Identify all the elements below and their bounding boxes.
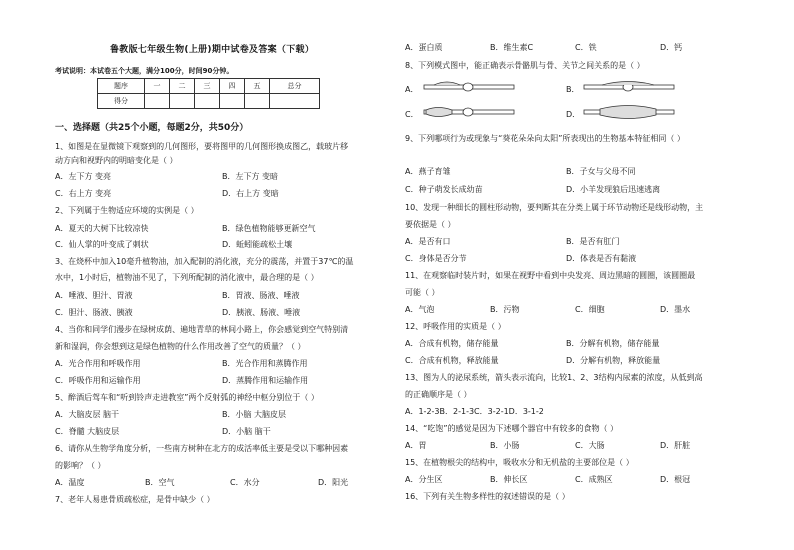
- option-d[interactable]: D．肝脏: [660, 441, 691, 450]
- option-c[interactable]: C．身体是否分节: [405, 254, 467, 263]
- question-text: 8、下列模式图中，能正确表示骨骼肌与骨、关节之间关系的是（ ）: [405, 61, 645, 70]
- option-b[interactable]: B．是否有肛门: [566, 237, 620, 246]
- option-c[interactable]: C．合成有机物，释放能量: [405, 356, 499, 365]
- option-a[interactable]: A．: [405, 85, 419, 94]
- muscle-bone-diagram-d: [582, 105, 677, 119]
- question-text: 4、当你和同学们漫步在绿树成荫、遍地青草的林间小路上，你会感觉到空气特别清: [55, 325, 349, 334]
- exam-note: 考试说明：本试卷五个大题，满分100分，时间90分钟。: [55, 67, 234, 75]
- score-table-header: [98, 79, 320, 94]
- option-a[interactable]: A．合成有机物，储存能量: [405, 339, 499, 348]
- question-text: 11、在观察临时装片时，如果在视野中看到中央发亮、周边黑暗的圆圈，该圆圈最: [405, 271, 696, 280]
- muscle-bone-diagram-c: [422, 105, 517, 119]
- option-a[interactable]: A．蛋白质: [405, 43, 443, 52]
- muscle-bone-diagram-b: [582, 80, 677, 94]
- question-text: 水中，1小时后，植物油不见了，下列所配制的消化液中，最合理的是（ ）: [55, 273, 319, 282]
- option-a[interactable]: A．气泡: [405, 305, 435, 314]
- question-text: 9、下列哪项行为或现象与“葵花朵朵向太阳”所表现出的生物基本特征相同（ ）: [405, 134, 685, 143]
- score-cell[interactable]: [270, 94, 320, 109]
- score-row-label: 得分: [98, 94, 145, 109]
- question-text: 的正确顺序是（ ）: [405, 390, 472, 399]
- score-header-cell: 题序: [98, 79, 145, 94]
- option-b[interactable]: B．左下方 变暗: [222, 172, 279, 181]
- score-table-row: [98, 94, 320, 109]
- question-text: 动方向和视野内的明暗变化是（ ）: [55, 156, 178, 165]
- option-b[interactable]: B．小脑 大脑皮层: [222, 410, 287, 419]
- option-c[interactable]: C．种子萌发长成幼苗: [405, 185, 483, 194]
- option-c[interactable]: C．大肠: [575, 441, 605, 450]
- option-d[interactable]: D．分解有机物，释放能量: [566, 356, 661, 365]
- option-d[interactable]: D．钙: [660, 43, 683, 52]
- question-text: 要依据是（ ）: [405, 220, 456, 229]
- option-b[interactable]: B．小肠: [490, 441, 520, 450]
- option-c[interactable]: C．脊髓 大脑皮层: [55, 427, 120, 436]
- score-cell[interactable]: [220, 94, 245, 109]
- option-a[interactable]: A．夏天的大树下比较凉快: [55, 224, 149, 233]
- option-a[interactable]: A．光合作用和呼吸作用: [55, 359, 141, 368]
- score-cell[interactable]: [195, 94, 220, 109]
- question-text: 3、在烧杯中加入10毫升植物油，加入配制的消化液，充分的震荡，并置于37℃的温: [55, 257, 354, 266]
- option-a[interactable]: A．分生区: [405, 475, 443, 484]
- option-d[interactable]: D．蚯蚓能疏松土壤: [222, 240, 293, 249]
- score-header-cell: 总分: [270, 79, 320, 94]
- option-b[interactable]: B．空气: [145, 478, 175, 487]
- option-c[interactable]: C．胆汁、肠液、胰液: [55, 308, 133, 317]
- option-d[interactable]: D．小脑 脑干: [222, 427, 271, 436]
- question-text: 15、在植物根尖的结构中，吸收水分和无机盐的主要部位是（ ）: [405, 458, 634, 467]
- option-c[interactable]: C．仙人掌的叶变成了刺状: [55, 240, 149, 249]
- question-text: 可能（ ）: [405, 288, 440, 297]
- score-header-cell: 三: [195, 79, 220, 94]
- option-c[interactable]: C．水分: [230, 478, 260, 487]
- option-d[interactable]: D．墨水: [660, 305, 691, 314]
- option-a[interactable]: A．胃: [405, 441, 427, 450]
- option-b[interactable]: B．伸长区: [490, 475, 528, 484]
- score-header-cell: 二: [170, 79, 195, 94]
- section-title: 一、选择题（共25个小题，每题2分，共50分）: [55, 123, 249, 133]
- exam-title: 鲁教版七年级生物(上册)期中试卷及答案（下载）: [110, 45, 315, 55]
- score-table: [97, 78, 320, 109]
- option-d[interactable]: D．小羊发现狼后迅速逃离: [566, 185, 661, 194]
- option-d[interactable]: D．阳光: [318, 478, 349, 487]
- option-a[interactable]: A．温度: [55, 478, 85, 487]
- option-d[interactable]: D．胰液、肠液、唾液: [222, 308, 301, 317]
- question-text: 10、发现一种细长的圆柱形动物，要判断其在分类上属于环节动物还是线形动物，主: [405, 203, 704, 212]
- score-header-cell: 一: [145, 79, 170, 94]
- question-text: 13、图为人的泌尿系统，箭头表示流向，比较1、2、3结构内尿素的浓度，从低到高: [405, 373, 703, 382]
- question-text: 16、下列有关生物多样性的叙述错误的是（ ）: [405, 492, 570, 501]
- option-c[interactable]: C．右上方 变亮: [55, 189, 112, 198]
- question-text: 的影响？（ ）: [55, 461, 106, 470]
- option-a[interactable]: A．燕子育雏: [405, 167, 451, 176]
- option-d[interactable]: D．: [566, 110, 581, 119]
- option-c[interactable]: C．成熟区: [575, 475, 613, 484]
- option-a[interactable]: A．是否有口: [405, 237, 451, 246]
- question-text: 12、呼吸作用的实质是（ ）: [405, 322, 506, 331]
- option-b[interactable]: B．子女与父母不同: [566, 167, 636, 176]
- option-b[interactable]: B．污物: [490, 305, 520, 314]
- options-line[interactable]: A．1-2-3B．2-1-3C．3-2-1D．3-1-2: [405, 407, 544, 416]
- score-header-cell: 五: [245, 79, 270, 94]
- question-text: 新和湿润，你会想到这是绿色植物的什么作用改善了空气的质量？（ ）: [55, 342, 306, 351]
- option-c[interactable]: C．: [405, 110, 419, 119]
- score-header-cell: 四: [220, 79, 245, 94]
- score-cell[interactable]: [245, 94, 270, 109]
- option-a[interactable]: A．大脑皮层 脑干: [55, 410, 120, 419]
- score-cell[interactable]: [145, 94, 170, 109]
- option-b[interactable]: B．胃液、肠液、唾液: [222, 291, 300, 300]
- option-c[interactable]: C．细胞: [575, 305, 605, 314]
- option-d[interactable]: D．体表是否有黏液: [566, 254, 637, 263]
- question-text: 1、如图是在显微镜下观察到的几何图形，要将图甲的几何图形换成图乙，载玻片移: [55, 142, 349, 151]
- score-cell[interactable]: [170, 94, 195, 109]
- muscle-bone-diagram-a: [422, 80, 517, 94]
- option-c[interactable]: C．铁: [575, 43, 597, 52]
- option-d[interactable]: D．蒸腾作用和运输作用: [222, 376, 309, 385]
- question-text: 2、下列属于生物适应环境的实例是（ ）: [55, 206, 199, 215]
- option-a[interactable]: A．左下方 变亮: [55, 172, 112, 181]
- option-b[interactable]: B．维生素C: [490, 43, 534, 52]
- question-text: 6、请你从生物学角度分析，一些南方树种在北方的成活率低主要是受以下哪种因素: [55, 444, 349, 453]
- option-c[interactable]: C．呼吸作用和运输作用: [55, 376, 141, 385]
- question-text: 5、醉酒后驾车和“听到铃声走进教室”两个反射弧的神经中枢分别位于（ ）: [55, 393, 319, 402]
- option-b[interactable]: B．绿色植物能够更新空气: [222, 224, 316, 233]
- option-a[interactable]: A．唾液、胆汁、胃液: [55, 291, 133, 300]
- question-text: 14、“吃饱”的感觉是因为下述哪个器官中有较多的食物（ ）: [405, 424, 619, 433]
- option-d[interactable]: D．根冠: [660, 475, 691, 484]
- option-b[interactable]: B．光合作用和蒸腾作用: [222, 359, 308, 368]
- option-d[interactable]: D．右上方 变暗: [222, 189, 279, 198]
- question-text: 7、老年人易患骨质疏松症，是骨中缺少（ ）: [55, 495, 215, 504]
- option-b[interactable]: B．分解有机物，储存能量: [566, 339, 660, 348]
- option-b[interactable]: B．: [566, 85, 580, 94]
